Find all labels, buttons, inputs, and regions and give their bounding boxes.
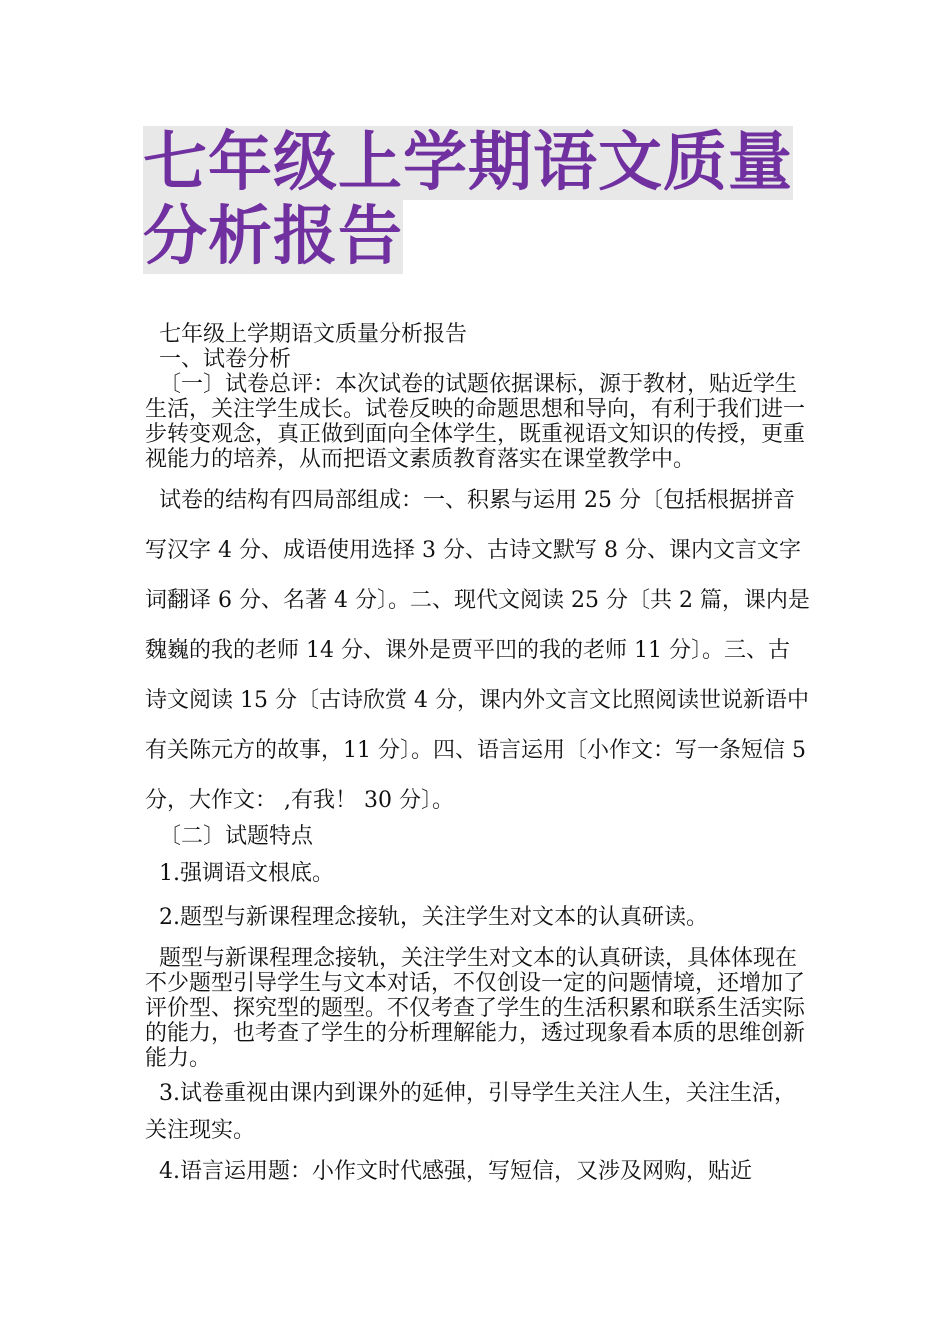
paragraph-feature-2-detail: 题型与新课程理念接轨，关注学生对文本的认真研读，具体体现在不少题型引导学生与文本对话，不仅创设一定的问题情境，还增加了评价型、探究型的题型。不仅考查了学生的生活积累和联系生活实际的能力，也考查了学生的分析理解能力，透过现象看本质的思维创新能力。 <box>145 946 806 1071</box>
paragraph-features-heading: 〔二〕试题特点 <box>145 824 314 849</box>
paragraph-structure: 试卷的结构有四局部组成：一、积累与运用 25 分〔包括根据拼音写汉字 4 分、成语使用选择 3 分、古诗文默写 8 分、课内文言文字词翻译 6 分、名著 4 分〕。二、现代文阅读 25 分〔共 2 篇，课内是魏巍的我的老师 14 分、课外是贾平凹的我的老师 11 分〕。三、古诗文阅读 15 分〔古诗欣赏 4 分，课内外文言文比照阅读世说新语中有关陈元方的故事，11 分〕。四、语言运用〔小作文：写一条短信 5 分，大作文： ,有我！ 30 分〕。 <box>145 488 813 813</box>
paragraph-section-one: 一、试卷分析 <box>145 347 292 372</box>
paragraph-overview: 〔一〕试卷总评：本次试卷的试题依据课标，源于教材，贴近学生生活，关注学生成长。试卷反映的命题思想和导向，有利于我们进一步转变观念，真正做到面向全体学生，既重视语文知识的传授，更重视能力的培养，从而把语文素质教育落实在课堂教学中。 <box>145 372 806 472</box>
title-text: 七年级上学期语文质量分析报告 <box>143 126 793 274</box>
document-body <box>145 322 813 1190</box>
paragraph-feature-3: 3.试卷重视由课内到课外的延伸，引导学生关注人生，关注生活，关注现实。 <box>145 1081 796 1143</box>
paragraph-feature-2: 2.题型与新课程理念接轨，关注学生对文本的认真研读。 <box>145 905 708 930</box>
paragraph-heading: 七年级上学期语文质量分析报告 <box>145 322 468 347</box>
paragraph-feature-1: 1.强调语文根底。 <box>145 861 334 886</box>
document-title <box>143 126 823 274</box>
paragraph-feature-4: 4.语言运用题：小作文时代感强，写短信，又涉及网购，贴近 <box>145 1159 752 1184</box>
